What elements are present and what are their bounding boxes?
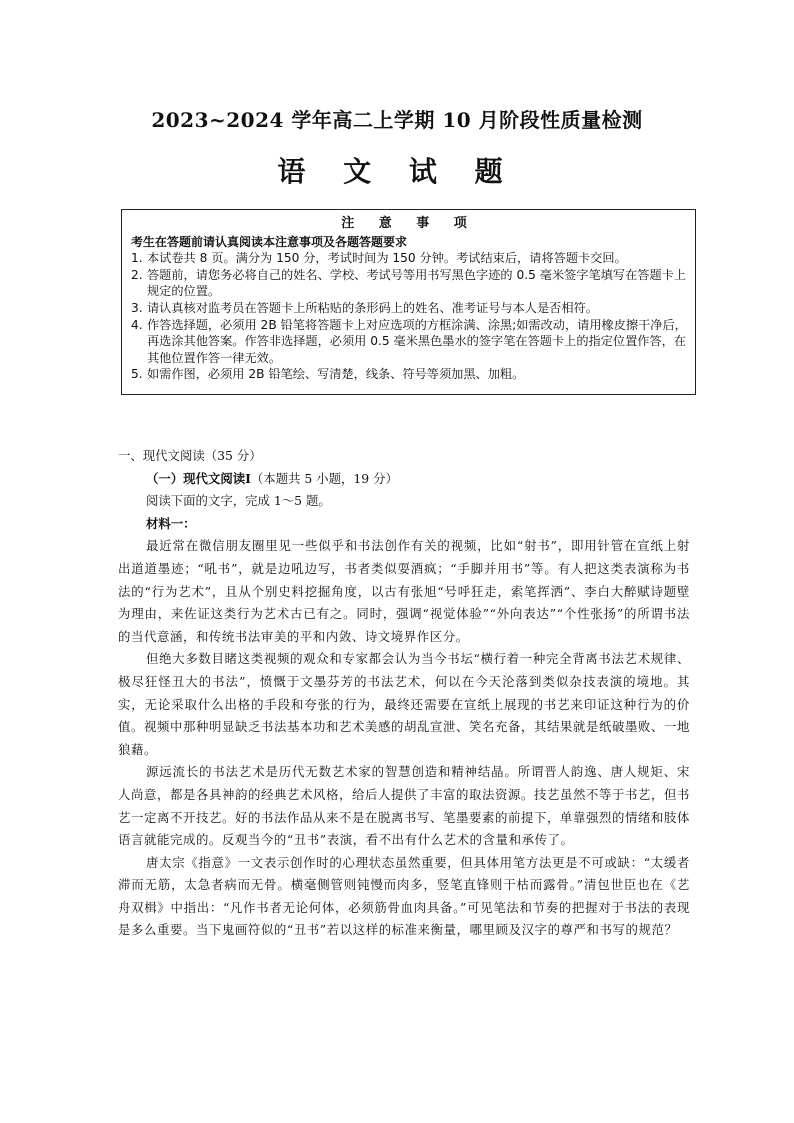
subsection-title-note: （本题共 5 小题，19 分） [250, 470, 398, 486]
notice-item-number: 5. [131, 367, 143, 382]
notice-item-number: 3. [131, 300, 143, 315]
passage-paragraph: 但绝大多数目睹这类视频的观众和专家都会认为当今书坛“横行着一种完全背离书法艺术规律、极尽狂怪丑大的书法”，愤慨于文墨芬芳的书法艺术，何以在今天沦落到类似杂技表演的境地。其实，无论采取什么出格的手段和夸张的行为，最终还需要在宣纸上展现的书艺来印证这种行为的价值。视频中那种明显缺乏书法基本功和艺术美感的胡乱宣泄、笑名充备，其结果就是纸破墨败、一地狼藉。 [118, 651, 690, 757]
notice-item [131, 267, 687, 300]
exam-main-title: 2023~2024 学年高二上学期 10 月阶段性质量检测 [151, 108, 643, 132]
notice-item-number: 4. [131, 317, 143, 332]
notice-box [121, 209, 696, 395]
notice-heading: 注 意 事 项 [341, 216, 477, 231]
section-title: 一、现代文阅读（35 分） [118, 448, 262, 463]
subsection-title-bold: （一）现代文阅读Ⅰ [146, 470, 251, 486]
notice-item [131, 300, 687, 317]
notice-requirement-line: 考生在答题前请认真阅读本注意事项及各题答题要求 [131, 234, 408, 249]
passage-paragraph: 唐太宗《指意》一文表示创作时的心理状态虽然重要，但具体用笔方法更是不可或缺：“太缓者滞而无筋，太急者病而无骨。横毫侧管则钝慢而肉多，竖笔直锋则干枯而露骨。”清包世臣也在《艺舟双楫》中指出：“凡作书者无论何体，必须筋骨血肉具备。”可见笔法和节奏的把握对于书法的表现是多么重要。当下鬼画符似的“丑书”若以这样的标准来衡量，哪里顾及汉字的尊严和书写的规范？ [118, 854, 690, 938]
exam-subject-title: 语 文 试 题 [277, 155, 517, 188]
notice-item-text: 请认真核对监考员在答题卡上所粘贴的条形码上的姓名、准考证号与本人是否相符。 [147, 300, 598, 315]
notice-item-text: 如需作图，必须用 2B 铅笔绘、写清楚，线条、符号等须加黑、加粗。 [147, 367, 525, 382]
notice-list [131, 250, 687, 383]
notice-item-text: 答题前，请您务必将自己的姓名、学校、考试号等用书写黑色字迹的 0.5 毫米签字笔填写在答题卡上规定的位置。 [147, 267, 687, 299]
passage-paragraph: 源远流长的书法艺术是历代无数艺术家的智慧创造和精神结晶。所谓晋人韵逸、唐人规矩、宋人尚意，都是各具神韵的经典艺术风格，给后人提供了丰富的取法资源。技艺虽然不等于书艺，但书艺一定离不开技艺。好的书法作品从来不是在脱离书写、笔墨要素的前提下，单靠强烈的情绪和肢体语言就能完成的。反观当今的“丑书”表演，看不出有什么艺术的含量和承传了。 [118, 764, 690, 848]
notice-item-text: 作答选择题，必须用 2B 铅笔将答题卡上对应选项的方框涂满、涂黑;如需改动，请用橡皮擦干净后，再选涂其他答案。作答非选择题，必须用 0.5 毫米黑色墨水的签字笔在答题卡上的指定位置作答，在其他位置作答一律无效。 [147, 317, 687, 365]
notice-item-text: 本试卷共 8 页。满分为 150 分，考试时间为 150 分钟。考试结束后，请将答题卡交回。 [147, 251, 627, 266]
material-label: 材料一： [146, 515, 196, 531]
passage-paragraph: 最近常在微信朋友圈里见一些似乎和书法创作有关的视频，比如“射书”，即用针管在宣纸上射出道道墨迹；“吼书”，就是边吼边写，书者类似耍酒疯；“手脚并用书”等。有人把这类表演称为书法的“行为艺术”，且从个别史料挖掘角度，以古有张旭“号呼狂走，索笔挥洒”、李白大醉赋诗题壁为理由，来佐证这类行为艺术古已有之。同时，强调“视觉体验”“外向表达”“个性张扬”的所谓书法的当代意涵，和传统书法审美的平和内敛、诗文境界作区分。 [118, 538, 690, 644]
notice-item [131, 366, 687, 383]
notice-item [131, 317, 687, 367]
notice-item-number: 1. [131, 251, 143, 266]
notice-item-number: 2. [131, 267, 143, 282]
notice-item [131, 250, 687, 267]
subsection-title [146, 468, 690, 491]
reading-instruction: 阅读下面的文字，完成 1～5 题。 [146, 493, 331, 509]
reading-section [118, 445, 690, 942]
